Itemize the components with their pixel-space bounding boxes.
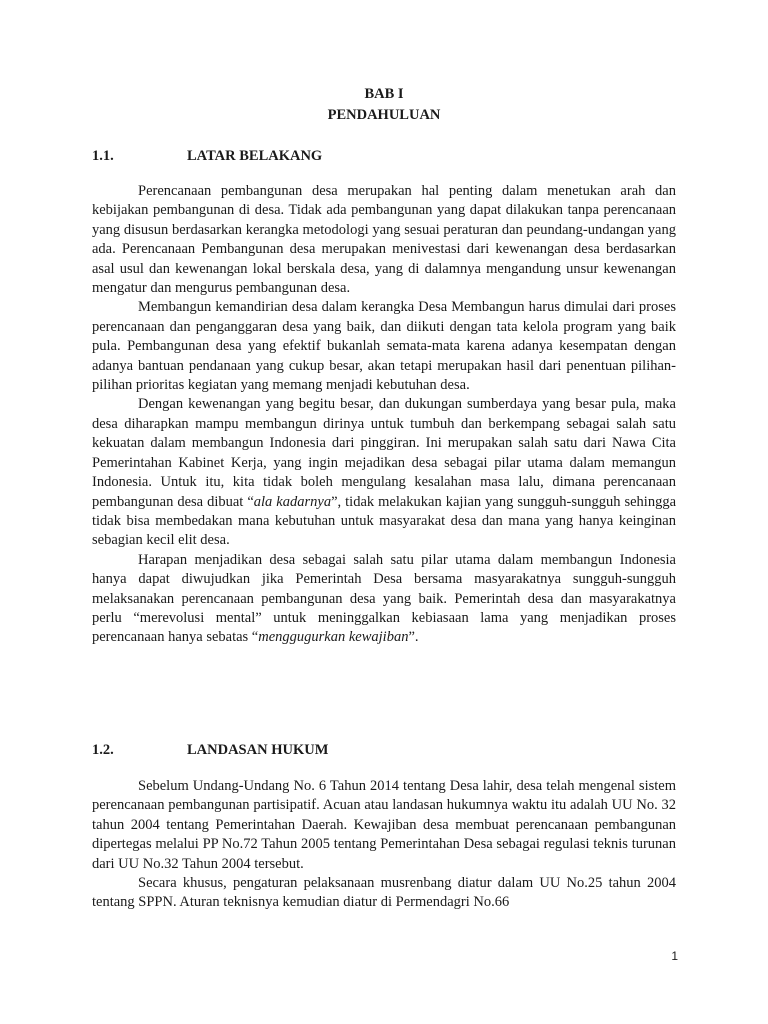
text-run: Sebelum Undang-Undang No. 6 Tahun 2014 tentang Desa lahir, desa telah mengenal sistem perencanaan pembangunan partisipatif. Acuan atau landasan hukumnya waktu itu adalah UU No. 32 tahun 2004 tentang Pemerintahan Daerah. Kewajiban desa membuat perencanaan pembangunan dipertegas melalui PP No.72 Tahun 2005 tentang Pemerintahan Desa sebagai regulasi teknis turunan dari UU No.32 Tahun 2004 tersebut. bbox=[92, 778, 676, 872]
chapter-label: BAB I bbox=[364, 86, 404, 102]
text-run: Membangun kemandirian desa dalam kerangka Desa Membangun harus dimulai dari proses perencanaan dan penganggaran desa yang baik, dan diikuti dengan tata kelola program yang baik pula. Pembangunan desa yang efektif bukanlah semata-mata karena adanya kesempatan dengan adanya bantuan pendanaan yang cukup besar, akan tetapi merupakan hasil dari penentuan pilihan-pilihan prioritas kegiatan yang memang menjadi kebutuhan desa. bbox=[92, 299, 676, 394]
section-title: LANDASAN HUKUM bbox=[187, 742, 329, 758]
paragraph bbox=[92, 298, 676, 395]
paragraph bbox=[92, 874, 676, 913]
text-run: Secara khusus, pengaturan pelaksanaan musrenbang diatur dalam UU No.25 tahun 2004 tentang SPPN. Aturan teknisnya kemudian diatur di Permendagri No.66 bbox=[92, 875, 676, 911]
paragraph bbox=[92, 395, 676, 550]
section-body-landasan-hukum bbox=[92, 777, 676, 913]
page-number: 1 bbox=[671, 949, 678, 963]
section-heading-latar-belakang bbox=[92, 146, 676, 166]
italic-text: menggugurkan kewajiban bbox=[258, 629, 409, 646]
section-body-latar-belakang bbox=[92, 182, 676, 648]
text-run: Dengan kewenangan yang begitu besar, dan dukungan sumberdaya yang besar pula, maka desa diharapkan mampu membangun dirinya untuk tumbuh dan berkempang sebagai salah satu kekuatan dalam membangun Indonesia dari pinggiran. Ini merupakan salah satu dari Nawa Cita Pemerintahan Kabinet Kerja, yang ingin mejadikan desa sebagai pilar utama dalam memangun Indonesia. Untuk itu, kita tidak boleh mengulang kesalahan masa lalu, dimana perencanaan pembangunan desa dibuat “ bbox=[92, 396, 676, 510]
text-run: ”. bbox=[408, 629, 419, 646]
paragraph bbox=[92, 182, 676, 298]
section-number: 1.2. bbox=[92, 742, 114, 758]
paragraph bbox=[92, 777, 676, 874]
paragraph bbox=[92, 551, 676, 648]
text-run: Harapan menjadikan desa sebagai salah satu pilar utama dalam membangun Indonesia hanya dapat diwujudkan jika Pemerintah Desa bersama masyarakatnya sungguh-sungguh melaksanakan perencanaan pembangunan desa yang baik. Pemerintah desa dan masyarakatnya perlu “merevolusi mental” untuk meninggalkan kebiasaan lama yang menjadikan proses perencanaan hanya sebatas “ bbox=[92, 551, 676, 646]
text-run: Perencanaan pembangunan desa merupakan hal penting dalam menetukan arah dan kebijakan pembangunan di desa. Tidak ada pembangunan yang dapat dilakukan tanpa perencanaan yang disusun berdasarkan kerangka metodologi yang sesuai peraturan dan peundang-undangan yang ada. Perencanaan Pembangunan desa merupakan menivestasi dari kewenangan desa berdasarkan asal usul dan kewenangan lokal berskala desa, yang di dalamnya mengandung unsur kewenangan mengatur dan mengurus pembangunan desa. bbox=[92, 183, 676, 297]
section-title: LATAR BELAKANG bbox=[187, 148, 323, 164]
section-number: 1.1. bbox=[92, 148, 114, 164]
chapter-title: PENDAHULUAN bbox=[327, 107, 441, 123]
section-heading-landasan-hukum bbox=[92, 740, 676, 760]
text-run: ”, tidak melakukan kajian yang sungguh-sungguh sehingga tidak bisa membedakan mana kebutuhan untuk masyarakat desa dan mana yang hanya keinginan sebagian kecil elit desa. bbox=[92, 493, 676, 549]
italic-text: ala kadarnya bbox=[253, 493, 332, 510]
